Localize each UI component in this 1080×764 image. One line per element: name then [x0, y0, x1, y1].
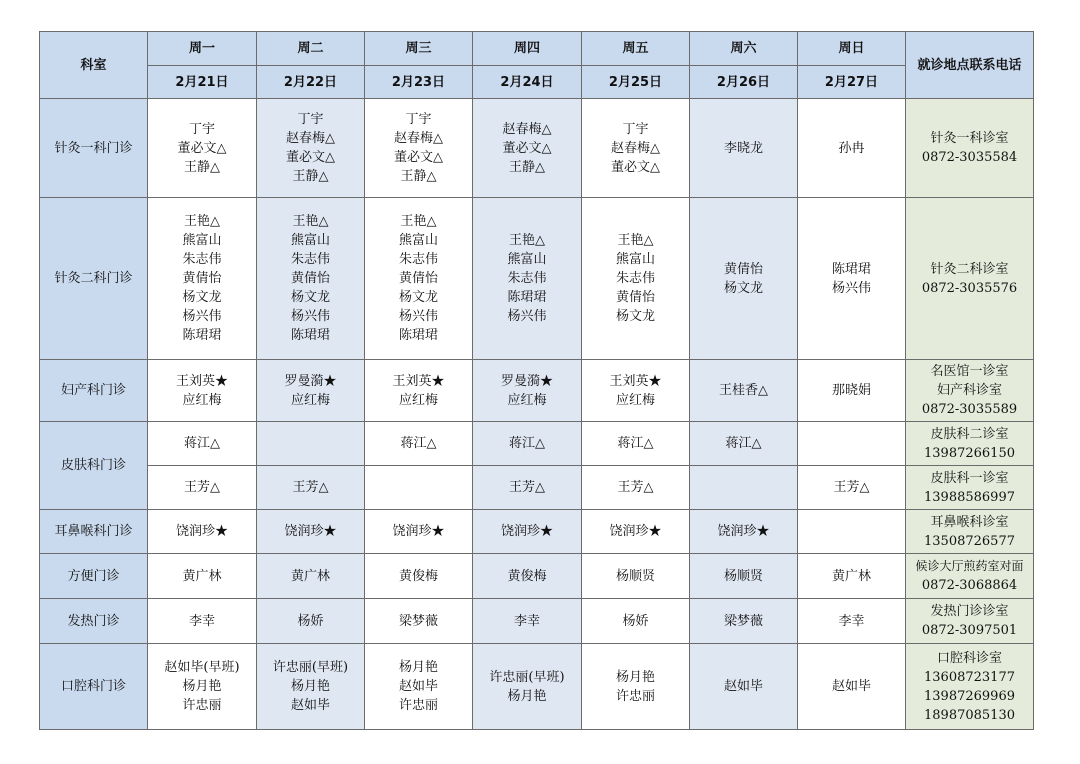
doctor-name: 黄广林	[182, 568, 222, 584]
doctor-name: 熊富山	[507, 252, 547, 267]
department-name: 耳鼻喉科门诊	[40, 510, 148, 554]
schedule-cell	[582, 422, 690, 466]
doctor-name: 王刘英★	[175, 373, 228, 389]
doctor-name: 赵如毕	[290, 698, 330, 713]
doctor-name: 蒋江△	[617, 436, 654, 451]
doctor-name: 丁宇	[405, 112, 432, 127]
doctor-name: 赵春梅△	[502, 121, 552, 137]
contact-cell	[906, 599, 1034, 644]
doctor-name: 杨月艳	[182, 679, 222, 694]
doctor-name: 杨兴伟	[290, 309, 330, 324]
schedule-cell	[690, 360, 798, 422]
schedule-cell	[365, 466, 473, 510]
doctor-name: 杨文龙	[615, 309, 655, 324]
doctor-name: 许忠丽	[182, 698, 222, 713]
date-header: 2月22日	[257, 66, 365, 99]
doctor-name: 赵如毕	[831, 679, 871, 694]
doctor-name: 丁宇	[297, 112, 324, 127]
doctor-name: 杨月艳	[398, 660, 438, 675]
doctor-name: 陈珺珺	[398, 328, 438, 343]
schedule-cell	[257, 360, 365, 422]
schedule-cell	[582, 99, 690, 198]
schedule-cell	[798, 99, 906, 198]
table-row	[40, 466, 1034, 510]
department-name: 针灸二科门诊	[40, 198, 148, 360]
doctor-name: 孙冉	[838, 140, 865, 156]
doctor-name: 应红梅	[182, 392, 222, 408]
doctor-name: 黄倩怡	[398, 271, 438, 286]
doctor-name: 黄倩怡	[182, 271, 222, 286]
doctor-name: 王芳△	[833, 480, 870, 495]
table-row	[40, 99, 1034, 198]
phone-number: 18987085130	[924, 707, 1015, 723]
doctor-name: 赵如毕(早班)	[164, 660, 240, 675]
doctor-name: 陈珺珺	[290, 328, 330, 343]
doctor-name: 饶润珍★	[717, 524, 770, 539]
schedule-cell	[257, 599, 365, 644]
schedule-cell	[365, 99, 473, 198]
doctor-name: 李幸	[188, 613, 215, 629]
department-name: 口腔科门诊	[40, 644, 148, 730]
schedule-cell	[798, 466, 906, 510]
doctor-name: 蒋江△	[509, 436, 545, 451]
doctor-name: 王芳△	[292, 480, 329, 495]
schedule-cell	[148, 360, 257, 422]
schedule-cell	[365, 644, 473, 730]
doctor-name: 陈珺珺	[182, 328, 222, 343]
schedule-cell	[148, 599, 257, 644]
doctor-name: 赵春梅△	[394, 131, 443, 146]
doctor-name: 李幸	[513, 613, 540, 629]
doctor-name: 蒋江△	[725, 436, 762, 451]
doctor-name: 王静△	[292, 169, 329, 184]
doctor-name: 熊富山	[398, 233, 438, 248]
contact-header: 就诊地点联系电话	[906, 32, 1034, 99]
doctor-name: 黄倩怡	[615, 290, 655, 305]
schedule-cell	[148, 99, 257, 198]
doctor-name: 赵如毕	[398, 679, 438, 694]
phone-number: 0872-3035576	[921, 280, 1018, 296]
doctor-name: 黄倩怡	[723, 261, 763, 277]
phone-number: 13988586997	[924, 489, 1015, 505]
contact-cell	[906, 554, 1034, 599]
doctor-name: 董必文△	[394, 150, 443, 165]
schedule-cell	[257, 198, 365, 360]
doctor-name: 杨兴伟	[398, 309, 438, 324]
doctor-name: 应红梅	[398, 392, 438, 408]
doctor-name: 罗曼漪★	[500, 373, 553, 389]
schedule-cell	[365, 554, 473, 599]
weekday-header: 周三	[365, 32, 473, 66]
schedule-cell	[257, 466, 365, 510]
schedule-cell	[473, 644, 582, 730]
schedule-cell	[473, 360, 582, 422]
schedule-cell	[690, 599, 798, 644]
doctor-name: 杨文龙	[290, 290, 330, 305]
contact-cell	[906, 99, 1034, 198]
doctor-name: 杨兴伟	[182, 309, 222, 324]
clinic-location: 口腔科诊室	[936, 650, 1002, 666]
doctor-name: 丁宇	[188, 121, 215, 137]
schedule-cell	[148, 510, 257, 554]
phone-number: 13987269969	[924, 688, 1015, 704]
doctor-name: 董必文△	[502, 140, 552, 156]
schedule-body	[40, 99, 1034, 730]
clinic-location: 发热门诊诊室	[930, 604, 1009, 619]
doctor-name: 黄广林	[831, 568, 871, 584]
doctor-name: 陈珺珺	[507, 290, 547, 305]
contact-cell	[906, 360, 1034, 422]
weekday-header: 周四	[473, 32, 582, 66]
schedule-cell	[798, 360, 906, 422]
doctor-name: 杨兴伟	[507, 309, 547, 324]
schedule-cell	[473, 554, 582, 599]
schedule-cell	[148, 554, 257, 599]
doctor-name: 梁梦薇	[398, 613, 438, 629]
doctor-name: 王艳△	[400, 214, 437, 229]
schedule-cell	[473, 422, 582, 466]
schedule-cell	[582, 360, 690, 422]
schedule-cell	[798, 510, 906, 554]
doctor-name: 黄倩怡	[290, 271, 330, 286]
weekday-header: 周六	[690, 32, 798, 66]
doctor-name: 赵春梅△	[611, 140, 660, 156]
date-header: 2月24日	[473, 66, 582, 99]
date-header: 2月25日	[582, 66, 690, 99]
doctor-name: 黄俊梅	[507, 568, 547, 584]
doctor-name: 梁梦薇	[723, 613, 763, 629]
doctor-name: 应红梅	[290, 392, 330, 408]
department-name: 针灸一科门诊	[40, 99, 148, 198]
doctor-name: 朱志伟	[290, 252, 330, 267]
phone-number: 13608723177	[924, 669, 1015, 685]
doctor-name: 朱志伟	[182, 252, 222, 267]
doctor-name: 黄俊梅	[398, 568, 438, 584]
doctor-name: 杨顺贤	[723, 568, 763, 584]
weekday-header: 周日	[798, 32, 906, 66]
clinic-location: 皮肤科二诊室	[930, 426, 1009, 442]
table-row	[40, 554, 1034, 599]
doctor-name: 杨兴伟	[831, 280, 871, 296]
phone-number: 0872-3097501	[921, 623, 1018, 638]
department-name: 发热门诊	[40, 599, 148, 644]
date-header: 2月21日	[148, 66, 257, 99]
schedule-cell	[148, 422, 257, 466]
doctor-name: 王艳△	[184, 214, 220, 229]
department-name: 皮肤科门诊	[40, 422, 148, 510]
schedule-cell	[365, 510, 473, 554]
clinic-location: 针灸一科诊室	[930, 131, 1009, 146]
doctor-name: 黄广林	[290, 568, 330, 584]
clinic-location: 皮肤科一诊室	[930, 470, 1009, 486]
doctor-name: 饶润珍★	[609, 524, 662, 539]
schedule-cell	[582, 599, 690, 644]
schedule-cell	[690, 554, 798, 599]
schedule-cell	[257, 99, 365, 198]
schedule-cell	[365, 422, 473, 466]
doctor-name: 饶润珍★	[284, 524, 337, 539]
schedule-cell	[690, 510, 798, 554]
phone-number: 13987266150	[924, 445, 1015, 461]
schedule-cell	[257, 554, 365, 599]
contact-cell	[906, 466, 1034, 510]
schedule-cell	[257, 422, 365, 466]
doctor-name: 许忠丽	[615, 688, 655, 704]
doctor-name: 王静△	[400, 169, 437, 184]
doctor-name: 杨文龙	[398, 290, 438, 305]
table-row	[40, 510, 1034, 554]
schedule-cell	[148, 644, 257, 730]
date-header: 2月26日	[690, 66, 798, 99]
schedule-cell	[690, 422, 798, 466]
contact-cell	[906, 644, 1034, 730]
doctor-name: 熊富山	[290, 233, 330, 248]
doctor-name: 赵如毕	[723, 679, 763, 694]
doctor-name: 朱志伟	[615, 271, 655, 286]
doctor-name: 熊富山	[182, 233, 222, 248]
schedule-cell	[473, 99, 582, 198]
schedule-cell	[582, 198, 690, 360]
schedule-cell	[798, 599, 906, 644]
schedule-cell	[690, 198, 798, 360]
doctor-name: 董必文△	[177, 140, 227, 156]
doctor-name: 熊富山	[615, 252, 655, 267]
doctor-name: 杨文龙	[723, 280, 763, 296]
department-name: 方便门诊	[40, 554, 148, 599]
department-name: 妇产科门诊	[40, 360, 148, 422]
table-row	[40, 644, 1034, 730]
table-row	[40, 422, 1034, 466]
clinic-location: 耳鼻喉科诊室	[930, 514, 1009, 530]
schedule-cell	[148, 466, 257, 510]
doctor-name: 杨娇	[297, 613, 324, 629]
doctor-name: 丁宇	[622, 121, 649, 137]
doctor-name: 蒋江△	[184, 436, 220, 451]
table-row	[40, 360, 1034, 422]
doctor-name: 王芳△	[617, 480, 654, 495]
phone-number: 0872-3035584	[921, 150, 1018, 165]
doctor-name: 王艳△	[617, 233, 654, 248]
doctor-name: 杨文龙	[182, 290, 222, 305]
schedule-cell	[582, 644, 690, 730]
doctor-name: 赵春梅△	[286, 131, 335, 146]
doctor-name: 应红梅	[507, 392, 547, 408]
doctor-name: 罗曼漪★	[284, 373, 337, 389]
doctor-name: 王刘英★	[609, 373, 662, 389]
date-header: 2月23日	[365, 66, 473, 99]
doctor-name: 杨月艳	[507, 688, 547, 704]
clinic-location: 名医馆一诊室	[930, 364, 1009, 379]
schedule-cell	[582, 510, 690, 554]
table-row	[40, 198, 1034, 360]
doctor-name: 许忠丽	[398, 698, 438, 713]
doctor-name: 王艳△	[292, 214, 329, 229]
doctor-name: 朱志伟	[398, 252, 438, 267]
doctor-name: 王桂香△	[719, 383, 768, 398]
weekday-header: 周二	[257, 32, 365, 66]
doctor-name: 李幸	[838, 613, 865, 629]
doctor-name: 王刘英★	[392, 373, 445, 389]
doctor-name: 杨月艳	[290, 679, 330, 694]
doctor-name: 饶润珍★	[392, 524, 445, 539]
schedule-cell	[473, 599, 582, 644]
schedule-cell	[365, 360, 473, 422]
dept-header: 科室	[40, 32, 148, 99]
schedule-cell	[690, 644, 798, 730]
schedule-cell	[365, 198, 473, 360]
schedule-cell	[257, 510, 365, 554]
schedule-cell	[473, 466, 582, 510]
weekday-header: 周一	[148, 32, 257, 66]
date-header: 2月27日	[798, 66, 906, 99]
doctor-name: 杨顺贤	[615, 568, 655, 584]
doctor-name: 陈珺珺	[831, 261, 871, 277]
phone-number: 13508726577	[924, 533, 1015, 549]
schedule-cell	[798, 422, 906, 466]
schedule-cell	[582, 466, 690, 510]
contact-cell	[906, 422, 1034, 466]
doctor-name: 许忠丽(早班)	[272, 660, 349, 675]
clinic-location: 候诊大厅煎药室对面	[915, 559, 1024, 573]
doctor-name: 李晓龙	[723, 140, 763, 156]
doctor-name: 饶润珍★	[175, 524, 228, 539]
contact-cell	[906, 198, 1034, 360]
doctor-name: 董必文△	[286, 150, 335, 165]
doctor-name: 王芳△	[184, 480, 220, 495]
phone-number: 0872-3068864	[921, 578, 1018, 593]
doctor-name: 应红梅	[615, 392, 655, 408]
schedule-cell	[798, 644, 906, 730]
schedule-cell	[798, 554, 906, 599]
doctor-name: 蒋江△	[400, 436, 437, 451]
doctor-name: 朱志伟	[507, 271, 547, 286]
weekday-header: 周五	[582, 32, 690, 66]
doctor-name: 饶润珍★	[500, 524, 553, 539]
schedule-table	[39, 31, 1034, 730]
phone-number: 0872-3035589	[921, 402, 1018, 417]
schedule-cell	[257, 644, 365, 730]
schedule-cell	[690, 466, 798, 510]
doctor-name: 王静△	[184, 159, 220, 175]
doctor-name: 王艳△	[509, 233, 545, 248]
doctor-name: 王静△	[509, 159, 545, 175]
doctor-name: 杨娇	[622, 613, 649, 629]
doctor-name: 许忠丽(早班)	[489, 669, 565, 685]
schedule-cell	[473, 510, 582, 554]
doctor-name: 董必文△	[611, 159, 660, 175]
schedule-cell	[582, 554, 690, 599]
table-row	[40, 599, 1034, 644]
schedule-cell	[148, 198, 257, 360]
contact-cell	[906, 510, 1034, 554]
doctor-name: 那晓娟	[831, 383, 871, 398]
schedule-cell	[798, 198, 906, 360]
schedule-cell	[365, 599, 473, 644]
schedule-cell	[690, 99, 798, 198]
clinic-location: 针灸二科诊室	[930, 261, 1009, 277]
clinic-location: 妇产科诊室	[936, 383, 1002, 398]
doctor-name: 王芳△	[509, 480, 545, 495]
schedule-cell	[473, 198, 582, 360]
doctor-name: 杨月艳	[615, 669, 655, 685]
